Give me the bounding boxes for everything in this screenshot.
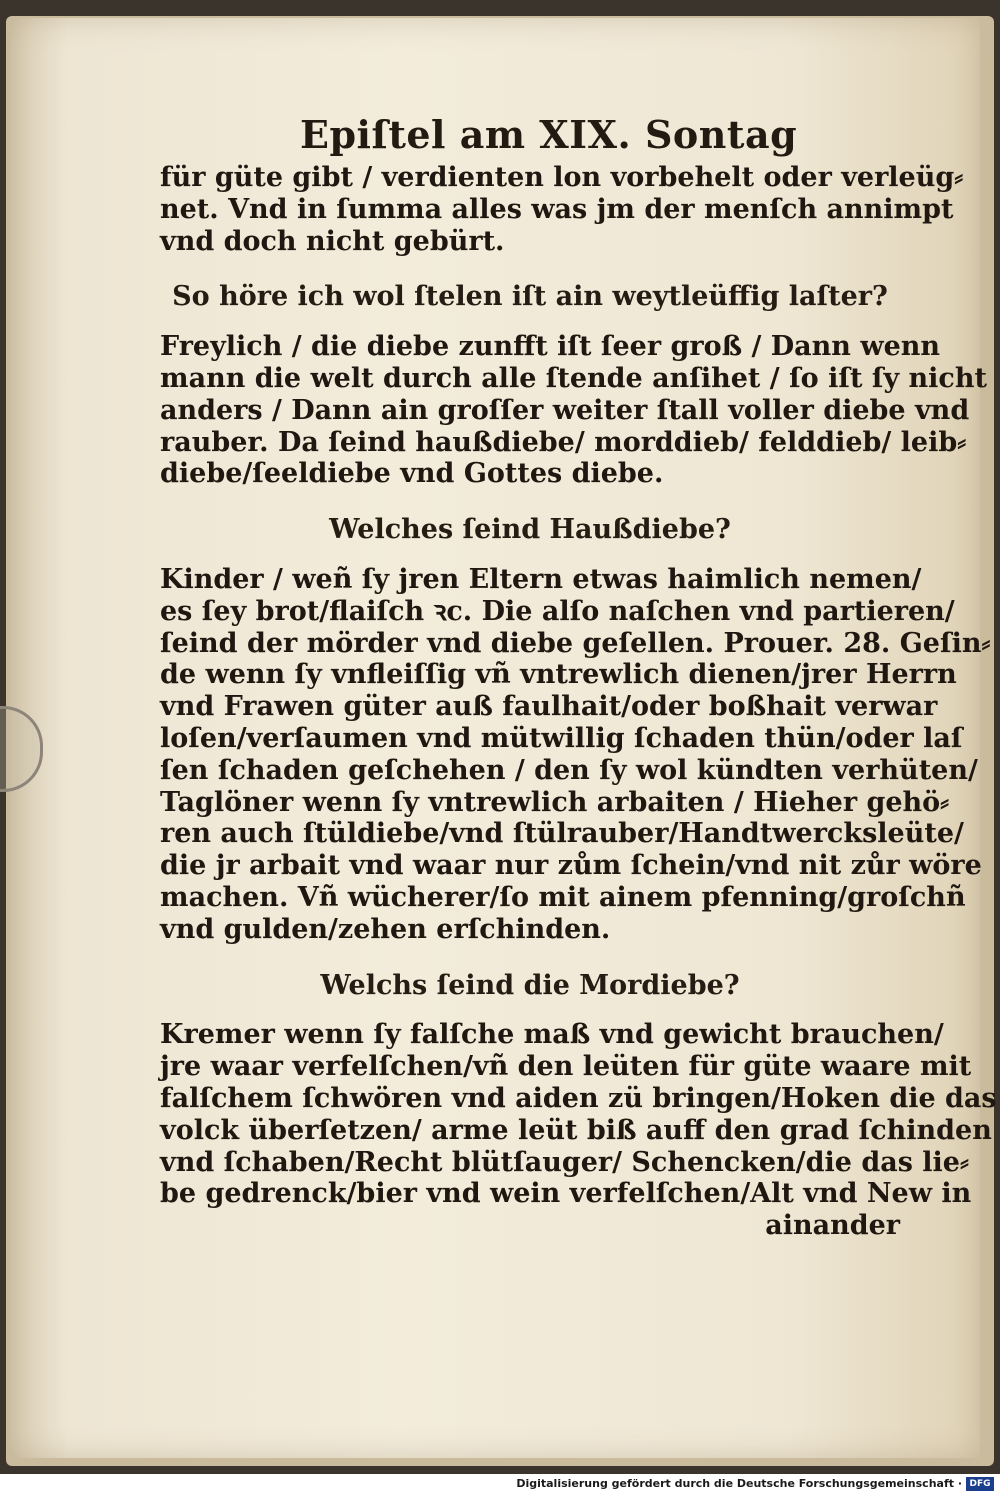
question-heading: So höre ich wol ſtelen iſt ain weytleüffig laſter? xyxy=(172,281,888,313)
text-line: mann die welt durch alle ſtende anſihet / ſo iſt ſy nicht xyxy=(160,362,987,394)
text-line: Kremer wenn ſy falſche maß vnd gewicht brauchen/ xyxy=(160,1019,944,1051)
text-line: vnd ſchaben/Recht blütſauger/ Schencken/die das lie⸗ xyxy=(160,1146,969,1178)
text-line: die jr arbait vnd waar nur zům ſchein/vnd nit zůr wöre xyxy=(160,850,982,882)
text-line: volck überſetzen/ arme leüt biß auff den grad ſchinden xyxy=(160,1114,992,1146)
text-line: Freylich / die diebe zunfft iſt ſeer groß / Dann wenn xyxy=(160,331,941,363)
text-line: vnd Frawen güter auß faulhait/oder boßhait verwar xyxy=(160,691,938,723)
text-line: vnd gulden/zehen erſchinden. xyxy=(160,913,611,945)
dfg-logo: DFG xyxy=(966,1477,994,1491)
catchword: ainander xyxy=(765,1210,900,1242)
text-line: jre waar verfelſchen/vñ den leüten für güte waare mit xyxy=(160,1051,972,1083)
text-line: rauber. Da ſeind haußdiebe/ morddieb/ felddieb/ leib⸗ xyxy=(160,426,967,458)
text-line: machen. Vñ wücherer/ſo mit ainem pfenning/groſchñ xyxy=(160,881,966,913)
text-line: vnd doch nicht gebürt. xyxy=(160,225,505,257)
text-line: net. Vnd in ſumma alles was jm der menſch annimpt xyxy=(160,193,954,225)
footer-bar xyxy=(0,1474,1000,1494)
question-heading: Welchs ſeind die Mordiebe? xyxy=(320,969,740,1001)
text-line: Kinder / weñ ſy jren Eltern etwas haimlich nemen/ xyxy=(160,563,922,595)
page-text xyxy=(160,162,997,1242)
text-line: loſen/verſaumen vnd mütwillig ſchaden thün/oder laſ xyxy=(160,722,963,754)
question-heading: Welches ſeind Haußdiebe? xyxy=(329,514,731,546)
text-line: für güte gibt / verdienten lon vorbehelt oder verleüg⸗ xyxy=(160,162,964,193)
text-line: be gedrenck/bier vnd wein verfelſchen/Alt vnd New in xyxy=(160,1178,972,1210)
text-line: anders / Dann ain groſſer weiter ſtall voller diebe vnd xyxy=(160,394,970,426)
text-line: diebe/ſeeldiebe vnd Gottes diebe. xyxy=(160,458,664,490)
digitization-credit: Digitalisierung gefördert durch die Deutsche Forschungsgemeinschaft · xyxy=(516,1477,962,1490)
text-line: ſeind der mörder vnd diebe geſellen. Prouer. 28. Geſin⸗ xyxy=(160,627,991,659)
text-line: Taglöner wenn ſy vntrewlich arbaiten / Hieher gehö⸗ xyxy=(160,786,950,818)
text-line: ſen ſchaden geſchehen / den ſy wol kündten verhüten/ xyxy=(160,754,978,786)
text-line: falſchem ſchwören vnd aiden zü bringen/Hoken die das xyxy=(160,1082,997,1114)
text-line: de wenn ſy vnfleiſſig vñ vntrewlich dienen/jrer Herrn xyxy=(160,659,957,691)
text-line: ren auch ſtüldiebe/vnd ſtülrauber/Handtwercksleüte/ xyxy=(160,818,964,850)
text-line: es ſey brot/flaiſch ꝛc. Die alſo naſchen vnd partieren/ xyxy=(160,595,955,627)
page-header: Epiſtel am XIX. Sontag xyxy=(300,112,798,157)
